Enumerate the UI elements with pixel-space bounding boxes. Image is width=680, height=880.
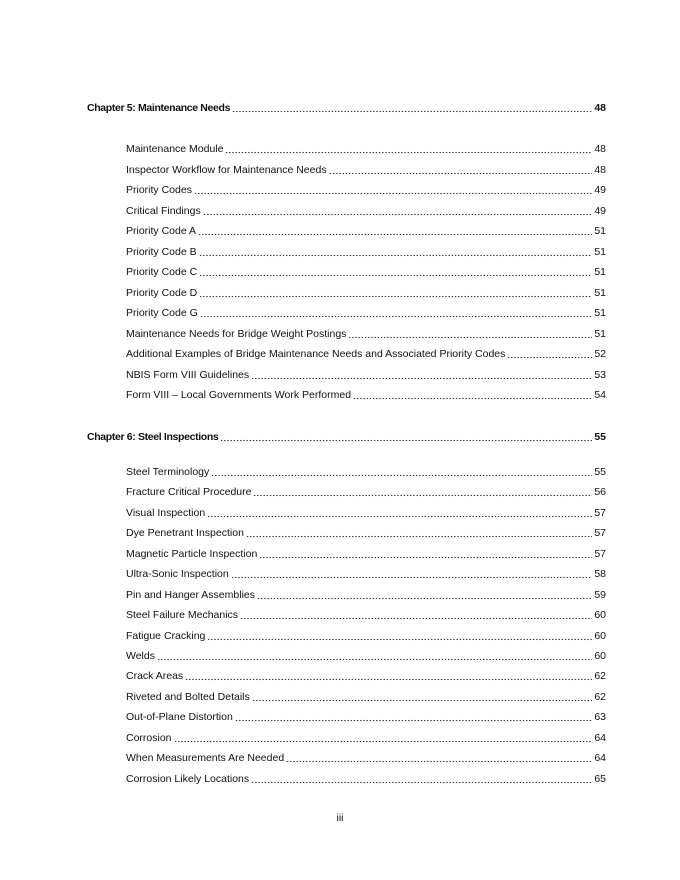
toc-entry-page: 51	[594, 266, 606, 278]
toc-entry-page: 49	[594, 184, 606, 196]
toc-entry[interactable]	[126, 244, 606, 258]
page-number: iii	[336, 812, 344, 824]
dot-leader	[246, 526, 592, 538]
toc-entry-title: Priority Code D	[126, 287, 198, 299]
toc-entry-page: 65	[594, 773, 606, 785]
toc-entry-title: Priority Code B	[126, 246, 197, 258]
toc-chapter-heading[interactable]	[87, 429, 606, 443]
dot-leader	[353, 388, 592, 400]
toc-entry[interactable]	[126, 730, 606, 744]
toc-entry-title: Maintenance Module	[126, 143, 224, 155]
toc-entry-title: Fracture Critical Procedure	[126, 486, 252, 498]
toc-entry-title: Out-of-Plane Distortion	[126, 711, 233, 723]
toc-entry-title: NBIS Form VIII Guidelines	[126, 369, 250, 381]
dot-leader	[199, 265, 592, 277]
dot-leader	[207, 629, 592, 641]
toc-entry[interactable]	[126, 162, 606, 176]
dot-leader	[203, 204, 593, 216]
toc-entry[interactable]	[126, 305, 606, 319]
dot-leader	[286, 751, 592, 763]
dot-leader	[252, 690, 593, 702]
dot-leader	[259, 547, 592, 559]
toc-entry-title: Welds	[126, 650, 155, 662]
toc-entry-page: 55	[594, 466, 606, 478]
toc-entry[interactable]	[126, 203, 606, 217]
toc-entry[interactable]	[126, 264, 606, 278]
toc-entry[interactable]	[126, 346, 606, 360]
dot-leader	[253, 485, 592, 497]
dot-leader	[257, 588, 592, 600]
toc-entry-title: Priority Code A	[126, 225, 197, 237]
toc-entry-title: Priority Codes	[126, 184, 192, 196]
toc-entry-page: 57	[594, 548, 606, 560]
toc-entry-page: 60	[594, 630, 606, 642]
toc-entry[interactable]	[126, 628, 606, 642]
toc-entry-title: Ultra-Sonic Inspection	[126, 568, 229, 580]
dot-leader	[231, 567, 593, 579]
dot-leader	[194, 183, 592, 195]
toc-entry-page: 62	[594, 691, 606, 703]
toc-entry[interactable]	[126, 689, 606, 703]
toc-entry[interactable]	[126, 387, 606, 401]
toc-entry[interactable]	[126, 587, 606, 601]
toc-entry[interactable]	[126, 505, 606, 519]
toc-entry[interactable]	[126, 285, 606, 299]
toc-entry-page: 62	[594, 670, 606, 682]
dot-leader	[199, 286, 592, 298]
dot-leader	[507, 347, 592, 359]
dot-leader	[225, 142, 592, 154]
toc-entry-page: 60	[594, 650, 606, 662]
toc-entry-title: Dye Penetrant Inspection	[126, 527, 244, 539]
toc-entry[interactable]	[126, 546, 606, 560]
toc-entry[interactable]	[126, 607, 606, 621]
toc-entry-page: 52	[594, 348, 606, 360]
toc-entry-title: Priority Code G	[126, 307, 198, 319]
dot-leader	[157, 649, 592, 661]
toc-entry-title: Corrosion Likely Locations	[126, 773, 250, 785]
toc-entry[interactable]	[126, 525, 606, 539]
toc-entry-page: 60	[594, 609, 606, 621]
toc-entry-title: Crack Areas	[126, 670, 184, 682]
toc-entry[interactable]	[126, 750, 606, 764]
dot-leader	[198, 224, 592, 236]
dot-leader	[251, 772, 592, 784]
toc-entry-page: 51	[594, 246, 606, 258]
toc-entry[interactable]	[126, 223, 606, 237]
toc-entry-title: Critical Findings	[126, 205, 201, 217]
toc-entry-page: 59	[594, 589, 606, 601]
toc-entry-title: Visual Inspection	[126, 507, 206, 519]
toc-entry-page: 49	[594, 205, 606, 217]
toc-entry-page: 48	[594, 164, 606, 176]
toc-entry-title: Pin and Hanger Assemblies	[126, 589, 255, 601]
toc-entry[interactable]	[126, 709, 606, 723]
dot-leader	[211, 465, 592, 477]
toc-entry[interactable]	[126, 326, 606, 340]
dot-leader	[329, 163, 593, 175]
dot-leader	[251, 368, 592, 380]
toc-chapter-page: 55	[594, 431, 606, 443]
toc-entry[interactable]	[126, 464, 606, 478]
toc-entry-page: 57	[594, 527, 606, 539]
toc-entry-page: 56	[594, 486, 606, 498]
dot-leader	[235, 710, 593, 722]
toc-entry[interactable]	[126, 771, 606, 785]
toc-chapter-heading[interactable]	[87, 100, 606, 114]
toc-entry-page: 63	[594, 711, 606, 723]
dot-leader	[185, 669, 592, 681]
toc-chapter-title: Chapter 6: Steel Inspections	[87, 431, 219, 443]
dot-leader	[174, 731, 593, 743]
dot-leader	[220, 430, 592, 442]
toc-entry-title: Inspector Workflow for Maintenance Needs	[126, 164, 327, 176]
toc-entry-title: Priority Code C	[126, 266, 198, 278]
toc-entry-page: 51	[594, 328, 606, 340]
dot-leader	[232, 101, 592, 113]
toc-entry[interactable]	[126, 182, 606, 196]
toc-entry[interactable]	[126, 668, 606, 682]
toc-entry-title: Corrosion	[126, 732, 172, 744]
toc-entry-page: 54	[594, 389, 606, 401]
toc-entry-title: Form VIII – Local Governments Work Performed	[126, 389, 352, 401]
toc-entry-page: 64	[594, 752, 606, 764]
toc-entry-page: 48	[594, 143, 606, 155]
toc-entry-title: Additional Examples of Bridge Maintenance Needs and Associated Priority Codes	[126, 348, 506, 360]
dot-leader	[207, 506, 592, 518]
toc-entry-title: Fatigue Cracking	[126, 630, 206, 642]
toc-entry-title: Magnetic Particle Inspection	[126, 548, 258, 560]
toc-entry[interactable]	[126, 367, 606, 381]
toc-entry-page: 51	[594, 287, 606, 299]
dot-leader	[348, 327, 592, 339]
toc-entry-page: 51	[594, 307, 606, 319]
toc-entry-title: Riveted and Bolted Details	[126, 691, 250, 703]
toc-entry[interactable]	[126, 566, 606, 580]
toc-entry-title: Maintenance Needs for Bridge Weight Postings	[126, 328, 347, 340]
toc-entry-page: 53	[594, 369, 606, 381]
toc-entry-title: Steel Terminology	[126, 466, 210, 478]
toc-entry-page: 57	[594, 507, 606, 519]
toc-entry[interactable]	[126, 648, 606, 662]
toc-entry-page: 64	[594, 732, 606, 744]
dot-leader	[200, 306, 593, 318]
dot-leader	[240, 608, 592, 620]
toc-chapter-page: 48	[594, 102, 606, 114]
toc-entry[interactable]	[126, 141, 606, 155]
toc-entry-title: When Measurements Are Needed	[126, 752, 285, 764]
toc-entry-title: Steel Failure Mechanics	[126, 609, 239, 621]
toc-entry-page: 58	[594, 568, 606, 580]
toc-entry-page: 51	[594, 225, 606, 237]
dot-leader	[199, 245, 593, 257]
toc-entry[interactable]	[126, 484, 606, 498]
toc-chapter-title: Chapter 5: Maintenance Needs	[87, 102, 231, 114]
